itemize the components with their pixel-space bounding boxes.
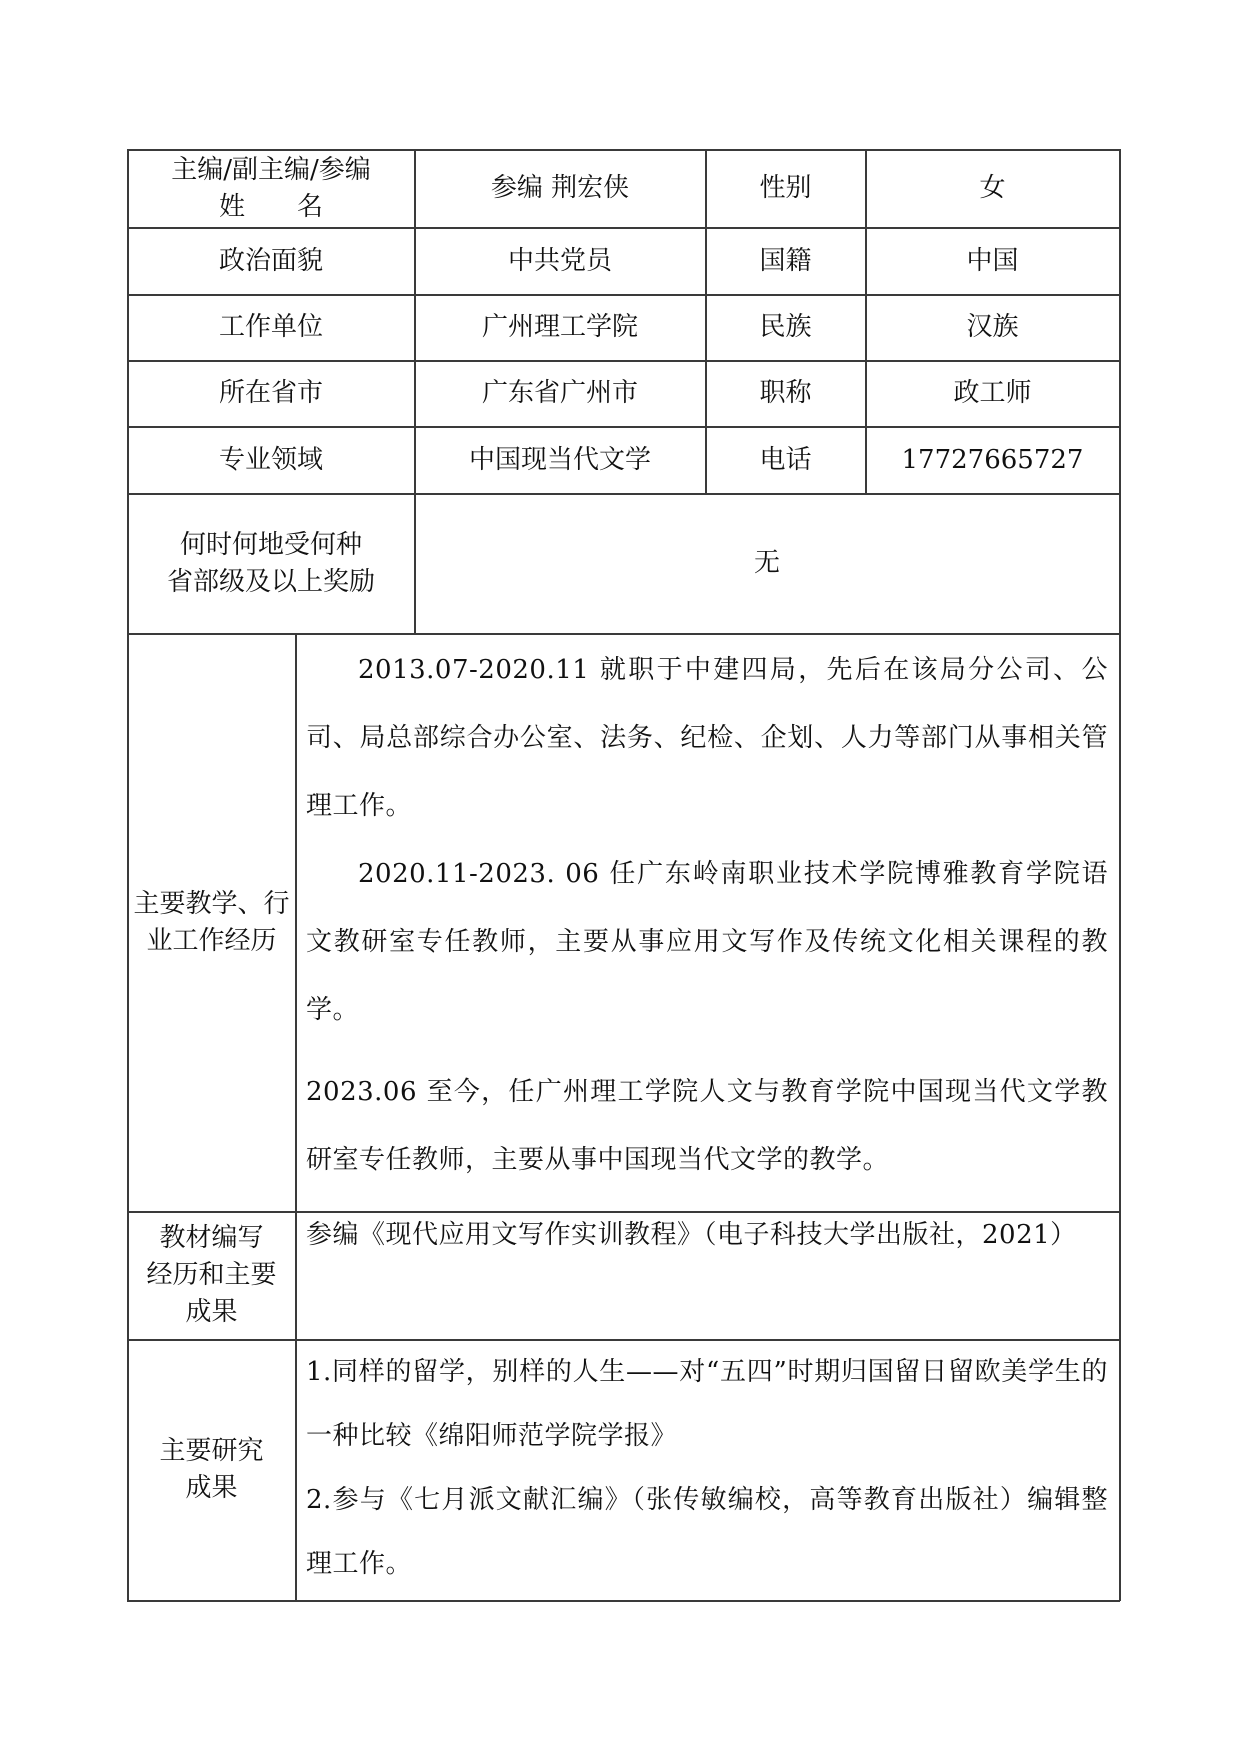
research-content [306, 1340, 1108, 1596]
political-status-value: 中共党员 [507, 245, 612, 276]
experience-paragraph-1: 2013.07-2020.11 就职于中建四局，先后在该局分公司、公司、局总部综合办公室、法务、纪检、企划、人力等部门从事相关管理工作。 [306, 655, 1108, 821]
title-value: 政工师 [953, 378, 1032, 408]
textbook-label-line1: 教材编写 [159, 1223, 264, 1253]
research-item-2: 2.参与《七月派文献汇编》（张传敏编校，高等教育出版社）编辑整理工作。 [306, 1485, 1108, 1579]
ethnicity-label: 民族 [759, 312, 812, 342]
gender-value: 女 [979, 173, 1006, 203]
phone-label: 电话 [759, 444, 812, 475]
awards-label [128, 494, 414, 633]
textbook-content [306, 1212, 1112, 1258]
editor-role-label-line2: 姓 名 [218, 191, 323, 222]
work-unit-label: 工作单位 [218, 312, 323, 342]
phone-value: 17727665727 [901, 444, 1084, 475]
editor-name-value: 参编 荆宏侠 [490, 173, 630, 203]
province-city-label: 所在省市 [218, 378, 323, 408]
gender-label: 性别 [759, 173, 812, 203]
specialty-value: 中国现当代文学 [468, 444, 651, 475]
col-divider [295, 633, 297, 1601]
nationality-value: 中国 [966, 245, 1019, 276]
research-label [128, 1340, 295, 1600]
title-label: 职称 [759, 378, 812, 408]
specialty-label: 专业领域 [218, 444, 323, 475]
textbook-value: 参编《现代应用文写作实训教程》（电子科技大学出版社，2021） [306, 1220, 1077, 1250]
table-border-bottom [127, 1600, 1120, 1602]
table-border-right [1119, 149, 1121, 1601]
experience-content [306, 636, 1108, 1194]
textbook-label [128, 1212, 295, 1339]
political-status-label: 政治面貌 [218, 245, 323, 276]
nationality-label: 国籍 [759, 245, 812, 276]
experience-paragraph-3: 2023.06 至今，任广州理工学院人文与教育学院中国现当代文学教研室专任教师，主要从事中国现当代文学的教学。 [306, 1077, 1108, 1175]
awards-label-line1: 何时何地受何种 [179, 529, 362, 560]
research-label-line1: 主要研究 [159, 1436, 264, 1466]
research-label-line2: 成果 [185, 1473, 238, 1503]
experience-label [128, 634, 295, 1211]
research-item-1: 1.同样的留学，别样的人生——对“五四”时期归国留日留欧美学生的一种比较《绵阳师范学院学报》 [306, 1357, 1108, 1451]
experience-label-line1: 主要教学、行 [133, 888, 290, 919]
work-unit-value: 广州理工学院 [481, 312, 638, 342]
province-city-value: 广东省广州市 [481, 378, 638, 408]
awards-label-line2: 省部级及以上奖励 [166, 566, 375, 597]
textbook-label-line2: 经历和主要 [146, 1260, 277, 1290]
editor-role-label [128, 150, 414, 227]
editor-role-label-line1: 主编/副主编/参编 [171, 154, 371, 185]
experience-label-line2: 业工作经历 [146, 925, 277, 956]
ethnicity-value: 汉族 [966, 312, 1019, 342]
textbook-label-line3: 成果 [185, 1297, 238, 1327]
experience-paragraph-2: 2020.11-2023. 06 任广东岭南职业技术学院博雅教育学院语文教研室专任教师，主要从事应用文写作及传统文化相关课程的教学。 [306, 859, 1108, 1025]
awards-value: 无 [753, 548, 780, 578]
